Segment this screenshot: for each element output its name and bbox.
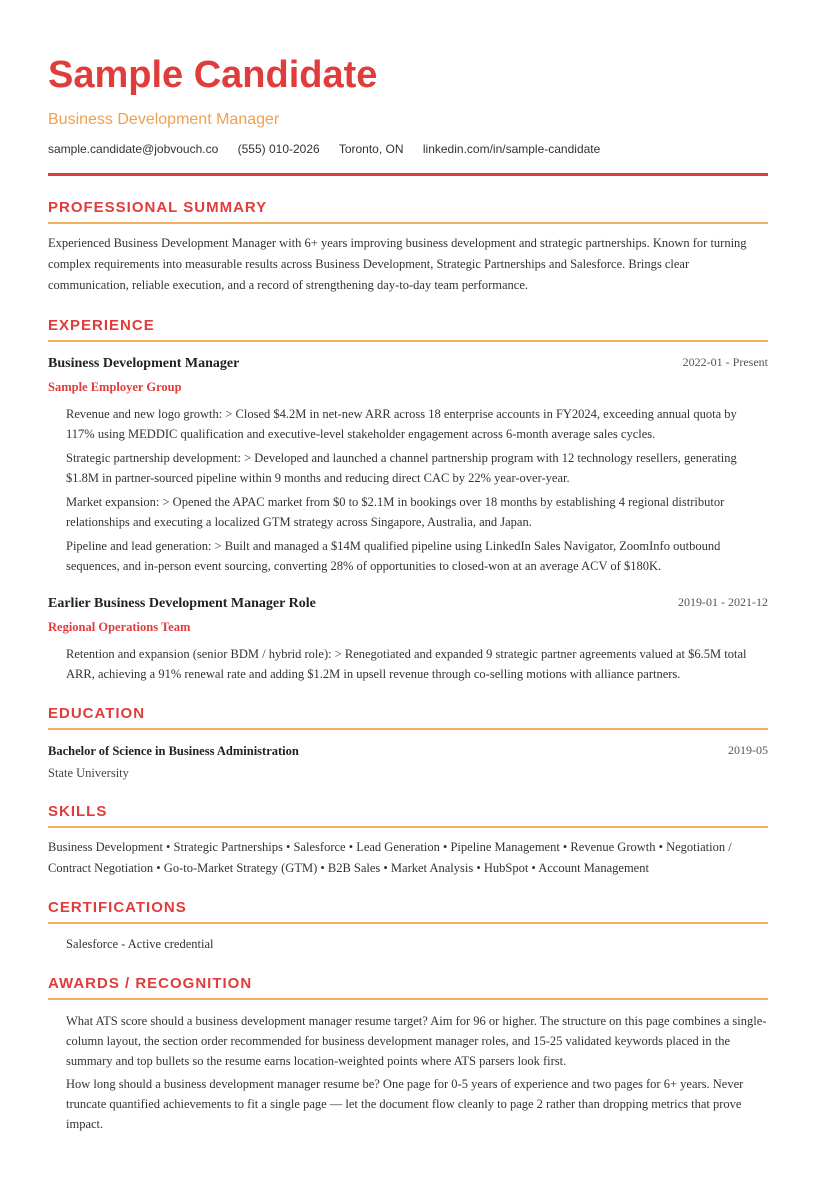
certifications-heading: CERTIFICATIONS [48, 899, 187, 916]
job-bullet: Revenue and new logo growth: > Closed $4.2M in net-new ARR across 18 enterprise accounts in FY2024, exceeding annual quota by 117% using MEDDIC qualification and executive-level stakeholder engagement across 6-month average sales cycles. [66, 407, 737, 441]
job-employer: Sample Employer Group [48, 380, 182, 394]
education-date: 2019-05 [728, 743, 768, 757]
education-divider [48, 728, 768, 730]
job-dates: 2019-01 - 2021-12 [678, 595, 768, 609]
job-employer: Regional Operations Team [48, 620, 191, 634]
candidate-title: Business Development Manager [48, 111, 280, 128]
summary-heading: PROFESSIONAL SUMMARY [48, 199, 268, 216]
skills-heading: SKILLS [48, 803, 108, 820]
skills-divider [48, 826, 768, 828]
job-dates: 2022-01 - Present [682, 355, 768, 369]
job-title: Earlier Business Development Manager Role [48, 596, 316, 611]
certification-item: Salesforce - Active credential [66, 937, 214, 951]
education-degree: Bachelor of Science in Business Administration [48, 744, 299, 758]
job-bullet: Strategic partnership development: > Developed and launched a channel partnership program with 12 technology resellers, generating $1.8M in partner-sourced pipeline within 9 months and reducing direct CAC by 22% year-over-year. [66, 451, 737, 485]
contact-phone: (555) 010-2026 [237, 142, 320, 156]
awards-divider [48, 998, 768, 1000]
contact-location: Toronto, ON [338, 142, 404, 156]
job-bullet: Retention and expansion (senior BDM / hybrid role): > Renegotiated and expanded 9 strategic partner agreements valued at $6.5M total ARR, achieving a 91% renewal rate and adding $1.2M in upsell revenue through co-selling motions with alliance partners. [66, 647, 747, 681]
contact-email: sample.candidate@jobvouch.co [48, 142, 219, 156]
job-bullet: Market expansion: > Opened the APAC market from $0 to $2.1M in bookings over 18 months by establishing 4 regional distributor relationships and executing a localized GTM strategy across Singapore, Australia, and Japan. [66, 495, 725, 529]
certifications-divider [48, 922, 768, 924]
candidate-name: Sample Candidate [48, 54, 378, 96]
contact-linkedin: linkedin.com/in/sample-candidate [422, 142, 601, 156]
job-bullet: Pipeline and lead generation: > Built and managed a $14M qualified pipeline using LinkedIn Sales Navigator, ZoomInfo outbound sequences, and in-person event sourcing, converting 28% of opportunities to closed-won at an average ACV of $180K. [66, 539, 721, 573]
contact-line [48, 141, 616, 157]
education-school: State University [48, 766, 129, 780]
experience-heading: EXPERIENCE [48, 317, 155, 334]
skills-text: Business Development • Strategic Partnerships • Salesforce • Lead Generation • Pipeline Management • Revenue Growth • Negotiation / Contract Negotiation • Go-to-Market Strategy (GTM) • B2B Sales • Market Analysis • HubSpot • Account Management [48, 840, 732, 875]
header-divider [48, 173, 768, 176]
summary-text: Experienced Business Development Manager with 6+ years improving business development and strategic partnerships. Known for turning complex requirements into measurable results across Business Development, Strategic Partnerships and Salesforce. Brings clear communication, reliable execution, and a record of strengthening day-to-day team performance. [48, 236, 747, 292]
job-title: Business Development Manager [48, 356, 240, 371]
experience-divider [48, 340, 768, 342]
summary-divider [48, 222, 768, 224]
award-item: How long should a business development manager resume be? One page for 0-5 years of experience and two pages for 6+ years. Never truncate quantified achievements to fit a single page — let the document flow cleanly to page 2 rather than dropping metrics that prove impact. [66, 1077, 744, 1131]
education-heading: EDUCATION [48, 705, 146, 722]
awards-heading: AWARDS / RECOGNITION [48, 975, 253, 992]
award-item: What ATS score should a business development manager resume target? Aim for 96 or higher. The structure on this page combines a single-column layout, the section order recommended for business development manager roles, and 15-25 validated keywords placed in the summary and top bullets so the resume earns location-weighted points where ATS parsers look first. [66, 1014, 767, 1068]
